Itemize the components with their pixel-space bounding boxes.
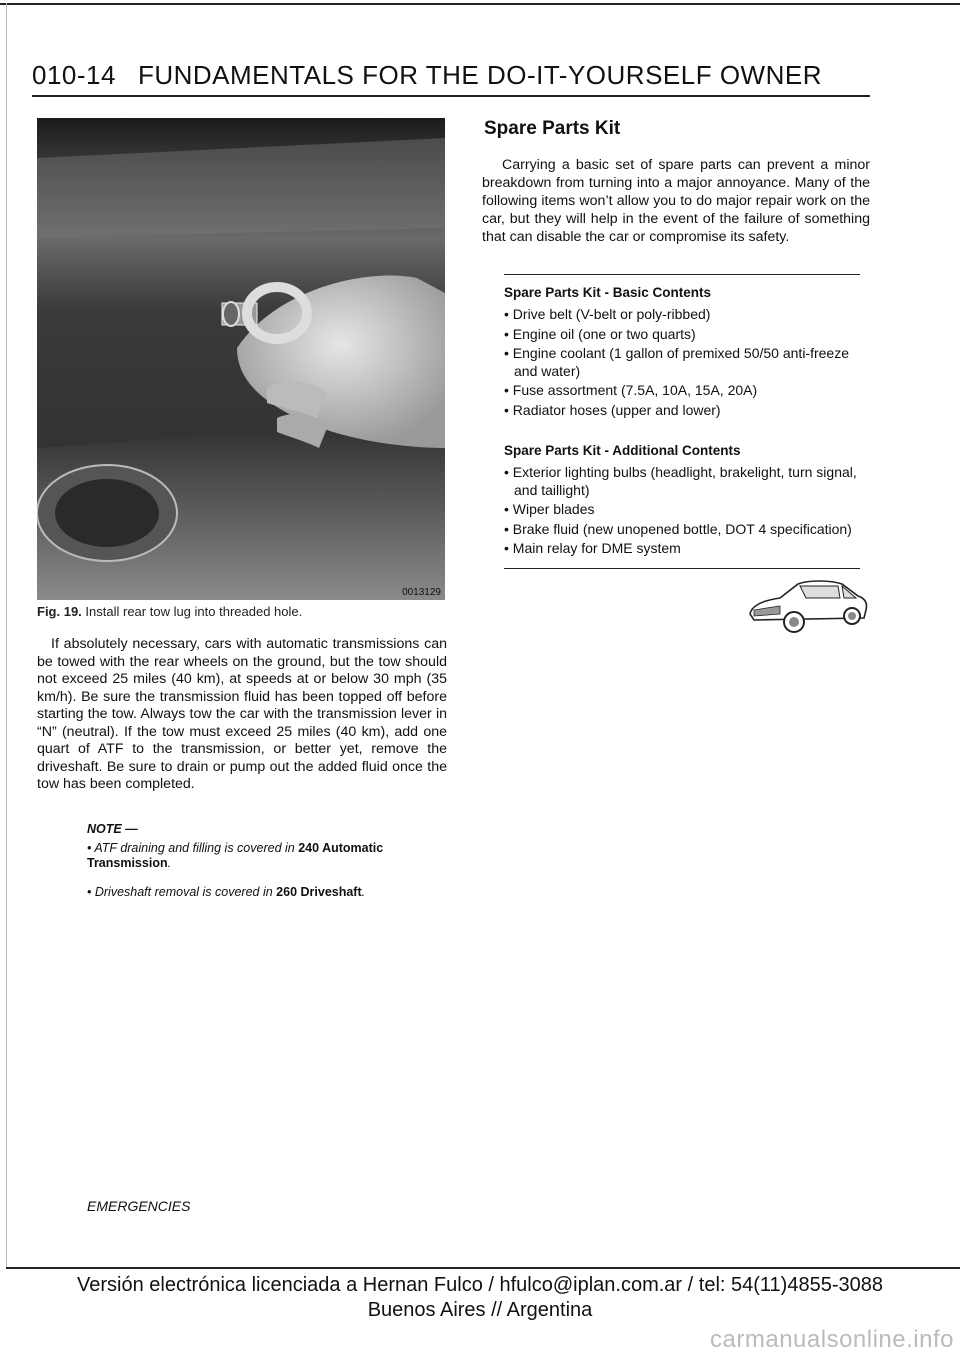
list-item: • Brake fluid (new unopened bottle, DOT 4 specification) bbox=[504, 520, 852, 537]
figure-caption bbox=[37, 604, 302, 619]
tow-lug-photo bbox=[37, 118, 445, 600]
header-rule bbox=[32, 95, 870, 97]
list-item: • Main relay for DME system bbox=[504, 540, 681, 556]
figure-label: Fig. 19. bbox=[37, 604, 82, 619]
list-item: • Exterior lighting bulbs (headlight, brakelight, turn signal, and taillight) bbox=[504, 464, 857, 498]
page-number: 010-14 bbox=[32, 60, 116, 90]
list-item: • Engine oil (one or two quarts) bbox=[504, 325, 696, 342]
list-item: • Wiper blades bbox=[504, 501, 595, 517]
list-item: • Drive belt (V-belt or poly-ribbed) bbox=[504, 306, 711, 322]
section-title: Spare Parts Kit bbox=[484, 118, 621, 139]
note-item: • ATF draining and filling is covered in 240 Automatic Transmission. bbox=[87, 841, 384, 870]
page-title: FUNDAMENTALS FOR THE DO-IT-YOURSELF OWNER bbox=[137, 60, 822, 90]
box-bottom-rule bbox=[504, 568, 860, 569]
spare-parts-intro: Carrying a basic set of spare parts can prevent a minor breakdown from turning into a major annoyance. Many of the following items won’t allow you to do major repair work on the car, but they will help in the event of the failure of something that can disable the car or compromise its safety. bbox=[482, 157, 870, 245]
list-item: • Fuse assortment (7.5A, 10A, 15A, 20A) bbox=[504, 382, 758, 398]
list-item: • Engine coolant (1 gallon of premixed 50/50 anti-freeze and water) bbox=[504, 345, 850, 379]
basic-contents-list bbox=[504, 306, 860, 419]
license-location: Buenos Aires // Argentina bbox=[367, 1299, 593, 1321]
note-item: • Driveshaft removal is covered in 260 Driveshaft. bbox=[87, 885, 366, 899]
figure-caption-text: Install rear tow lug into threaded hole. bbox=[85, 604, 303, 619]
license-line: Versión electrónica licenciada a Hernan Fulco / hfulco@iplan.com.ar / tel: 54(11)4855-3088 bbox=[77, 1274, 883, 1296]
note-reference: 260 Driveshaft bbox=[276, 885, 362, 899]
car-icon bbox=[746, 574, 870, 636]
top-border-line bbox=[0, 3, 960, 5]
additional-contents-title: Spare Parts Kit - Additional Contents bbox=[504, 443, 741, 458]
license-rule bbox=[6, 1267, 960, 1269]
towing-paragraph bbox=[37, 636, 447, 794]
additional-contents-list bbox=[504, 464, 860, 558]
box-top-rule bbox=[504, 274, 860, 275]
tow-lug-illustration bbox=[37, 118, 445, 600]
spare-parts-section bbox=[482, 118, 870, 246]
note-label: NOTE — bbox=[87, 822, 138, 836]
basic-contents-title: Spare Parts Kit - Basic Contents bbox=[504, 285, 712, 300]
towing-text: If absolutely necessary, cars with automatic transmissions can be towed with the rear wheels on the ground, but the tow should not exceed 25 miles (40 km), at speeds at or below 30 mph (35 km/h). Be sure the transmission fluid has been topped off before starting the tow. Always tow the car with the transmission lever in “N” (neutral). If the tow must exceed 25 miles (40 km), add one quart of ATF to the transmission, or better yet, remove the driveshaft. Be sure to drain or pump out the added fluid once the tow has been completed. bbox=[37, 636, 447, 792]
license-banner bbox=[0, 1273, 960, 1323]
page-header bbox=[32, 60, 822, 91]
figure-id: 0013129 bbox=[402, 587, 441, 598]
site-watermark: carmanualsonline.info bbox=[710, 1326, 954, 1353]
spare-parts-box bbox=[504, 274, 860, 569]
list-item: • Radiator hoses (upper and lower) bbox=[504, 401, 721, 418]
section-footer: EMERGENCIES bbox=[87, 1198, 191, 1214]
note-reference: 240 Automatic Transmission bbox=[87, 841, 384, 870]
note-block bbox=[87, 822, 447, 914]
left-border-line bbox=[6, 3, 7, 1268]
